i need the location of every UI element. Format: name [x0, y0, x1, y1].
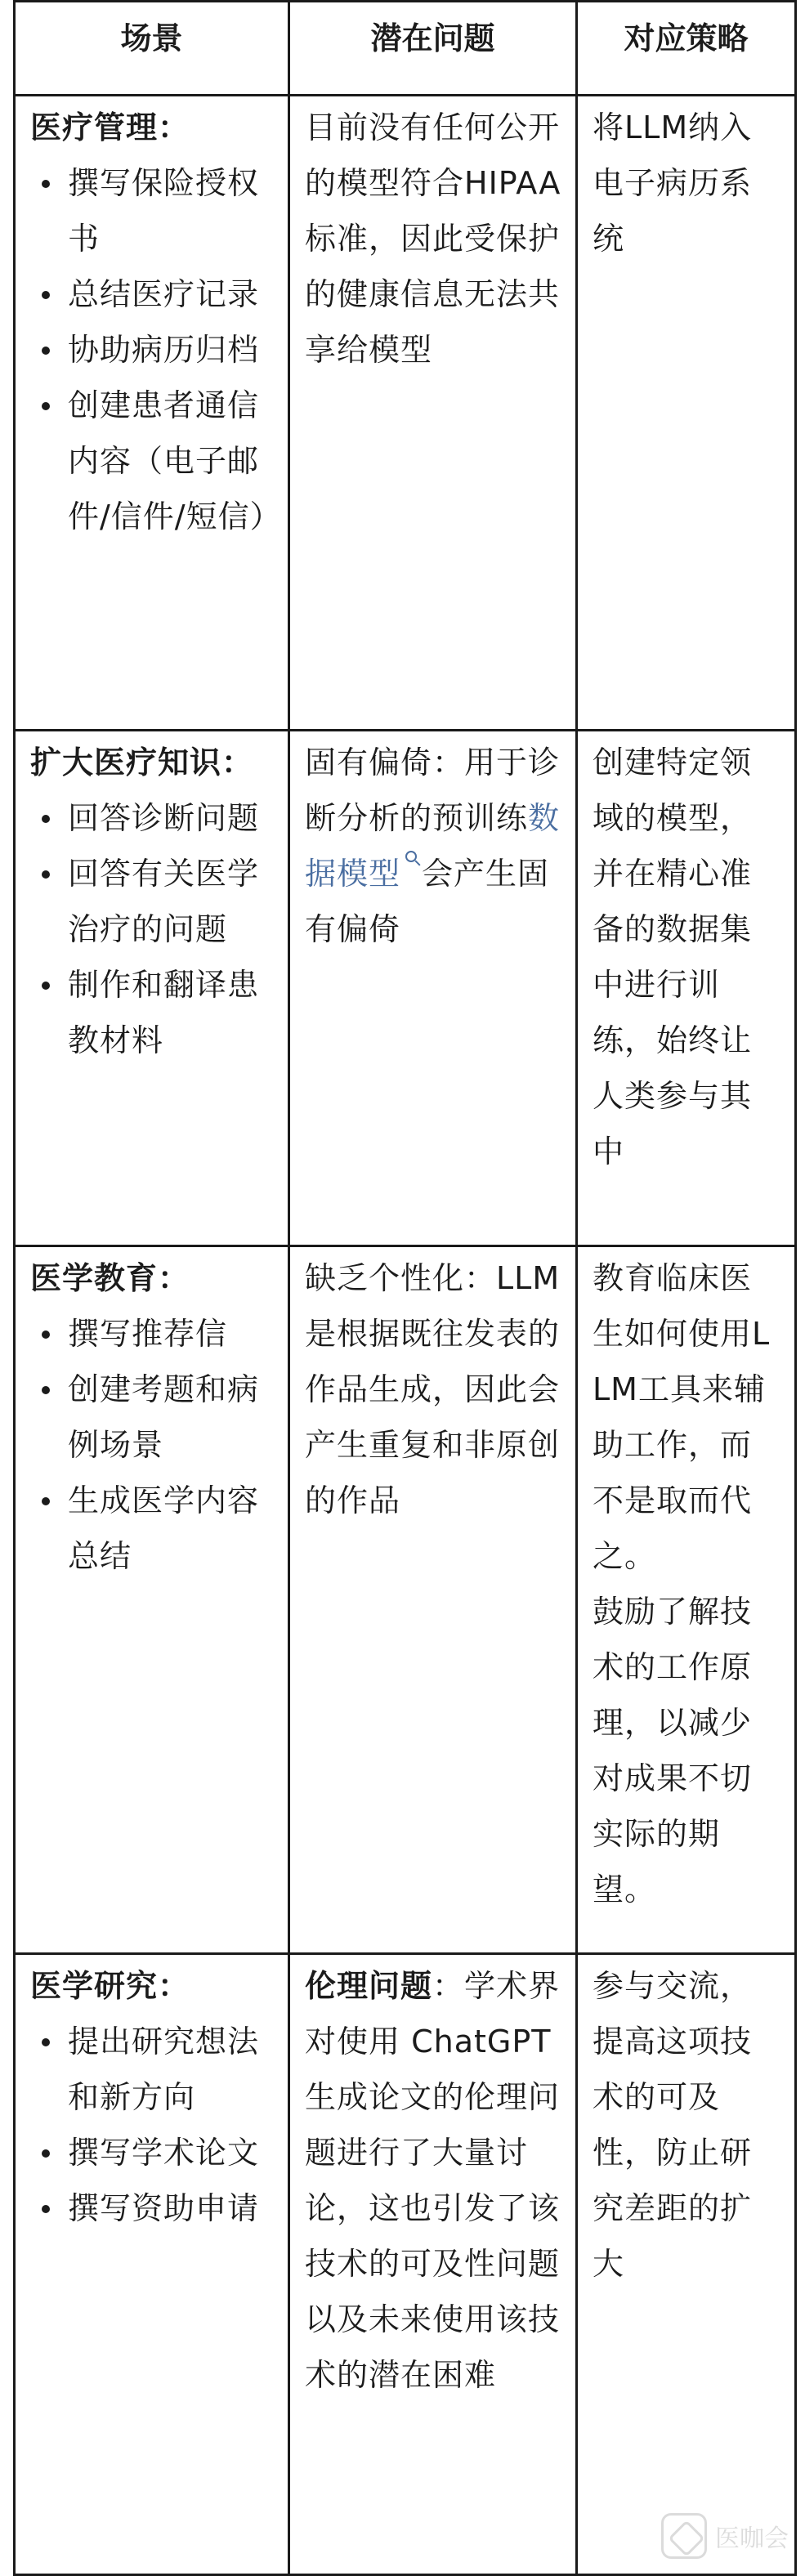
search-icon[interactable] [405, 851, 417, 862]
strategy-text: 鼓励了解技术的工作原理，以减少对成果不切实际的期望。 [593, 1594, 753, 1907]
problem-text: 固有偏倚：用于诊断分析的预训练 [305, 745, 561, 836]
scenario-cell [15, 1954, 289, 2575]
list-item: 总结医疗记录 [30, 266, 275, 322]
comparison-table [13, 0, 797, 2576]
scenario-cell [15, 96, 289, 731]
strategy-text: 创建特定领域的模型，并在精心准备的数据集中进行训练，始终让人类参与其中 [593, 745, 753, 1169]
table-row [15, 96, 796, 731]
header-scenario: 场景 [15, 2, 289, 96]
strategy-cell [577, 1954, 796, 2575]
list-item: 创建患者通信内容（电子邮件/信件/短信） [30, 378, 275, 544]
problem-text: 目前没有任何公开的模型符合HIPAA标准，因此受保护的健康信息无法共享给模型 [305, 110, 561, 368]
problem-cell [289, 731, 577, 1246]
scenario-category: 医疗管理： [30, 110, 190, 145]
strategy-cell [577, 731, 796, 1246]
scenario-category: 医学研究： [30, 1968, 190, 2004]
problem-text: 会产生固有偏倚 [305, 856, 550, 947]
list-item: 撰写学术论文 [30, 2125, 275, 2180]
list-item: 协助病历归档 [30, 322, 275, 378]
list-item: 撰写推荐信 [30, 1306, 275, 1362]
list-item: 撰写保险授权书 [30, 155, 275, 266]
list-item: 生成医学内容总结 [30, 1473, 275, 1584]
problem-cell [289, 96, 577, 731]
list-item: 提出研究想法和新方向 [30, 2014, 275, 2125]
strategy-text: 参与交流，提高这项技术的可及性，防止研究差距的扩大 [593, 1968, 753, 2282]
problem-cell [289, 1954, 577, 2575]
problem-text: ：学术界对使用 ChatGPT生成论文的伦理问题进行了大量讨论，这也引发了该技术的可及性问题以及未来使用该技术的潜在困难 [305, 1968, 561, 2393]
problem-label: 伦理问题 [305, 1968, 433, 2004]
header-strategy: 对应策略 [577, 2, 796, 96]
table-row [15, 1246, 796, 1954]
scenario-category: 医学教育： [30, 1260, 190, 1296]
problem-text: 缺乏个性化：LLM是根据既往发表的作品生成，因此会产生重复和非原创的作品 [305, 1260, 561, 1518]
scenario-list [30, 1306, 275, 1584]
strategy-text: 教育临床医生如何使用LLM工具来辅助工作，而不是取而代之。 [593, 1260, 771, 1574]
strategy-text: 将LLM纳入电子病历系统 [593, 110, 753, 257]
header-problem: 潜在问题 [289, 2, 577, 96]
watermark-logo-icon [661, 2513, 707, 2559]
list-item: 制作和翻译患教材料 [30, 957, 275, 1068]
watermark [661, 2513, 789, 2559]
table-row [15, 731, 796, 1246]
scenario-list [30, 790, 275, 1068]
watermark-text: 医咖会 [715, 2525, 789, 2553]
table-row [15, 1954, 796, 2575]
list-item: 撰写资助申请 [30, 2180, 275, 2236]
scenario-cell [15, 1246, 289, 1954]
problem-cell [289, 1246, 577, 1954]
scenario-cell [15, 731, 289, 1246]
data-model-link[interactable]: 数据模型 [305, 800, 561, 892]
list-item: 回答诊断问题 [30, 790, 275, 846]
scenario-category: 扩大医疗知识： [30, 745, 254, 780]
scenario-list [30, 155, 282, 544]
strategy-cell [577, 96, 796, 731]
header-row [15, 2, 796, 96]
strategy-cell [577, 1246, 796, 1954]
list-item: 创建考题和病例场景 [30, 1362, 275, 1473]
scenario-list [30, 2014, 275, 2236]
list-item: 回答有关医学治疗的问题 [30, 846, 275, 957]
